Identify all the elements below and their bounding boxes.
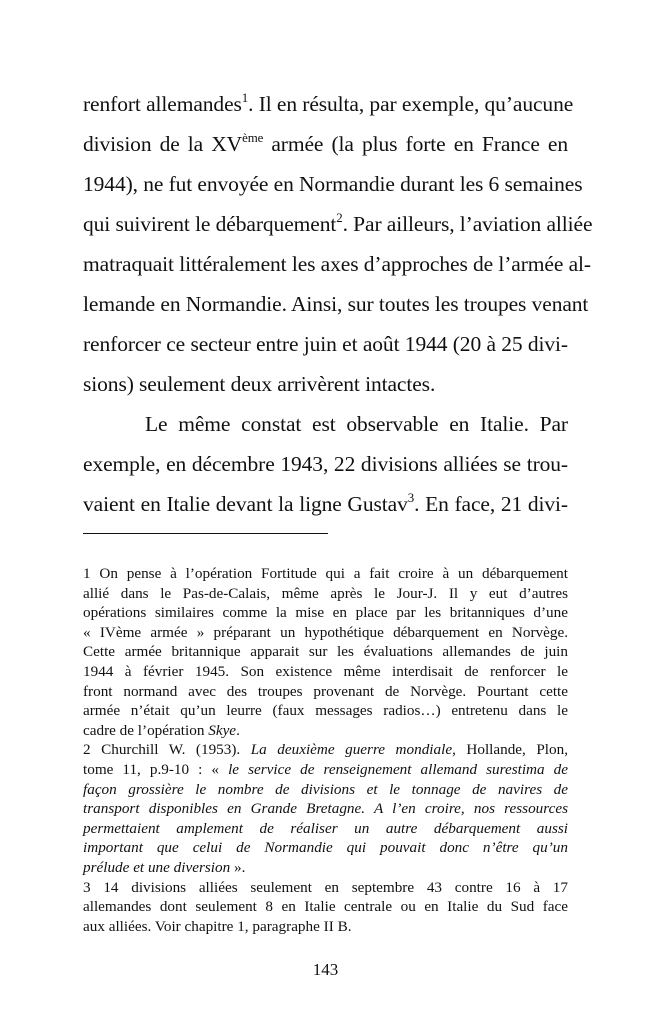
- footnote-line: 2 Churchill W. (1953). La deuxième guerre mondiale, Hollande, Plon,: [83, 741, 568, 759]
- footnote-line: « IVème armée » préparant un hypothétique débarquement en Norvège.: [83, 623, 568, 641]
- superscript-ordinal: ème: [242, 130, 264, 145]
- text-line: renforcer ce secteur entre juin et août 1944 (20 à 25 divi-: [83, 332, 568, 356]
- text-line: vaient en Italie devant la ligne Gustav$^3$. En face, 21 divi-: [83, 490, 568, 516]
- footnote-line: prélude et une diversion ».: [83, 858, 246, 876]
- main-text: [83, 84, 593, 524]
- footnote-line: front normand avec des troupes provenant de Norvège. Pourtant cette: [83, 682, 568, 700]
- footnote-line: cadre de l’opération Skye.: [83, 721, 240, 739]
- footnote-ref-1[interactable]: 1: [241, 90, 249, 105]
- text-line: Le même constat est observable en Italie. Par: [145, 412, 568, 436]
- text-line: lemande en Normandie. Ainsi, sur toutes les troupes venant: [83, 292, 589, 316]
- footnote-line: 1 On pense à l’opération Fortitude qui a fait croire à un débarquement: [83, 565, 568, 582]
- text-line: 1944), ne fut envoyée en Normandie durant les 6 semaines: [83, 172, 583, 196]
- footnote-line: allemandes dont seulement 8 en Italie centrale ou en Italie du Sud face: [83, 898, 568, 916]
- footnote-line: aux alliées. Voir chapitre 1, paragraphe II B.: [83, 917, 352, 935]
- text-line: sions) seulement deux arrivèrent intactes.: [83, 372, 436, 396]
- footnote-ref-2[interactable]: 2: [336, 210, 343, 225]
- footnote-line: allié dans le Pas-de-Calais, même après le Jour-J. Il y eut d’autres: [83, 584, 568, 602]
- footnote-separator: [83, 533, 328, 534]
- footnote-line: tome 11, p.9-10 : « le service de renseignement allemand surestima de: [83, 760, 568, 778]
- footnote-line: important que celui de Normandie qui pouvait donc n’être qu’un: [83, 839, 568, 857]
- book-page: [83, 0, 593, 1035]
- footnote-line: Cette armée britannique apparait sur les évaluations allemandes de juin: [83, 643, 568, 661]
- footnote-line: armée n’était qu’un leurre (faux messages radios…) entretenu dans le: [83, 702, 568, 720]
- text-line: renfort allemandes$^1$. Il en résulta, par exemple, qu’aucune: [83, 90, 574, 116]
- footnote-line: permettaient amplement de réaliser un autre débarquement aussi: [83, 819, 568, 837]
- footnote-line: 3 14 divisions alliées seulement en septembre 43 contre 16 à 17: [83, 878, 568, 896]
- text-line: division de la XVème armée (la plus forte en France en: [83, 130, 568, 156]
- footnote-line: opérations similaires comme la mise en place par les britanniques d’une: [83, 604, 568, 622]
- footnotes: [83, 564, 568, 936]
- footnote-line: 1944 à février 1945. Son existence même interdisait de renforcer le: [83, 662, 568, 680]
- footnote-ref-3[interactable]: 3: [407, 490, 415, 505]
- page-number: 143: [312, 960, 339, 979]
- text-line: qui suivirent le débarquement$^2$. Par ailleurs, l’aviation alliée: [83, 210, 593, 236]
- text-line: exemple, en décembre 1943, 22 divisions alliées se trou-: [83, 452, 568, 476]
- text-line: matraquait littéralement les axes d’approches de l’armée al-: [83, 252, 591, 276]
- footnote-line: façon grossière le nombre de divisions et le tonnage de navires de: [83, 780, 568, 798]
- footnote-line: transport disponibles en Grande Bretagne. A l’en croire, nos ressources: [83, 800, 568, 818]
